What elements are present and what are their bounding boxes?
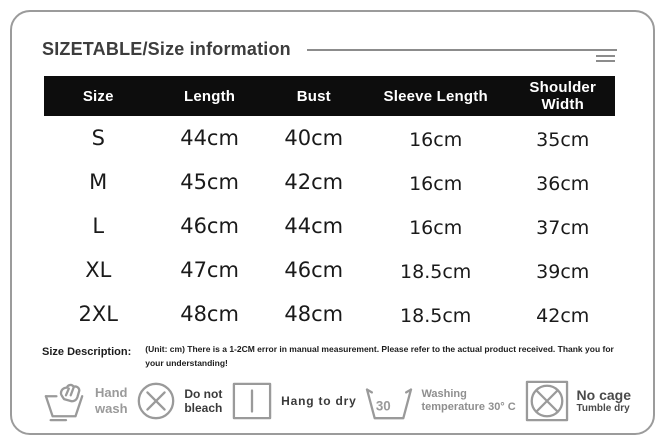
table-row bbox=[44, 292, 615, 336]
care-label: Hand wash bbox=[95, 385, 128, 416]
cell-value: 44cm bbox=[284, 214, 344, 238]
cell-value: 18.5cm bbox=[400, 305, 472, 327]
cell-value: 18.5cm bbox=[400, 261, 472, 283]
cell-value: 48cm bbox=[284, 302, 344, 326]
cell-size: 2XL bbox=[78, 302, 118, 326]
cell-value: 16cm bbox=[409, 173, 463, 195]
care-label: Hang to dry bbox=[281, 393, 357, 408]
do-not-bleach-icon bbox=[135, 380, 177, 422]
size-description-note: (Unit: cm) There is a 1-2CM error in manual measurement. Please refer to the actual product received. Thank you for your understanding! bbox=[145, 344, 614, 368]
table-row bbox=[44, 204, 615, 248]
care-item-no-tumble-dry bbox=[524, 380, 631, 422]
title-divider bbox=[307, 49, 617, 62]
cell-value: 39cm bbox=[536, 261, 590, 283]
column-header-size: Size bbox=[82, 87, 114, 105]
cell-value: 44cm bbox=[180, 126, 239, 150]
table-row bbox=[44, 160, 615, 204]
care-item-do-not-bleach bbox=[135, 380, 222, 422]
care-label: Washing temperature 30° C bbox=[421, 387, 516, 413]
hang-to-dry-icon bbox=[230, 381, 274, 421]
cell-value: 46cm bbox=[284, 258, 344, 282]
column-header-shoulder-width: Shoulder Width bbox=[529, 79, 597, 113]
cell-value: 42cm bbox=[536, 305, 590, 327]
cell-value: 48cm bbox=[180, 302, 239, 326]
cell-value: 35cm bbox=[536, 129, 590, 151]
table-row bbox=[44, 116, 615, 160]
cell-value: 45cm bbox=[180, 170, 239, 194]
cell-value: 42cm bbox=[284, 170, 344, 194]
cell-size: S bbox=[91, 126, 105, 150]
card-header bbox=[12, 12, 653, 62]
no-tumble-dry-icon bbox=[524, 380, 570, 422]
cell-value: 47cm bbox=[180, 258, 239, 282]
cell-size: XL bbox=[85, 258, 112, 282]
size-table bbox=[44, 76, 615, 336]
hand-wash-icon bbox=[42, 380, 88, 422]
size-info-card bbox=[10, 10, 655, 435]
page-title: SIZETABLE/Size information bbox=[42, 39, 291, 59]
divider-accent-lines bbox=[307, 55, 615, 62]
care-instructions bbox=[42, 380, 631, 422]
column-header-sleeve-length: Sleeve Length bbox=[383, 87, 488, 105]
cell-value: 37cm bbox=[536, 217, 590, 239]
svg-text:30: 30 bbox=[376, 398, 392, 414]
table-header-row bbox=[44, 76, 615, 116]
size-description bbox=[42, 343, 623, 370]
size-description-label: Size Description: bbox=[42, 346, 132, 358]
divider-line bbox=[307, 49, 617, 51]
table-row bbox=[44, 248, 615, 292]
care-item-hand-wash bbox=[42, 380, 128, 422]
care-label: Do not bleach bbox=[184, 386, 223, 415]
cell-size: M bbox=[89, 170, 108, 194]
column-header-length: Length bbox=[183, 87, 236, 105]
cell-value: 46cm bbox=[180, 214, 239, 238]
cell-value: 36cm bbox=[536, 173, 590, 195]
cell-size: L bbox=[92, 214, 105, 238]
cell-value: 16cm bbox=[409, 129, 463, 151]
care-label: No cage Tumble dry bbox=[576, 386, 631, 415]
cell-value: 40cm bbox=[284, 126, 344, 150]
care-item-washing-temperature bbox=[364, 380, 515, 422]
column-header-bust: Bust bbox=[296, 87, 331, 105]
cell-value: 16cm bbox=[409, 217, 463, 239]
washing-temperature-icon bbox=[364, 380, 414, 422]
care-item-hang-to-dry bbox=[230, 381, 356, 421]
